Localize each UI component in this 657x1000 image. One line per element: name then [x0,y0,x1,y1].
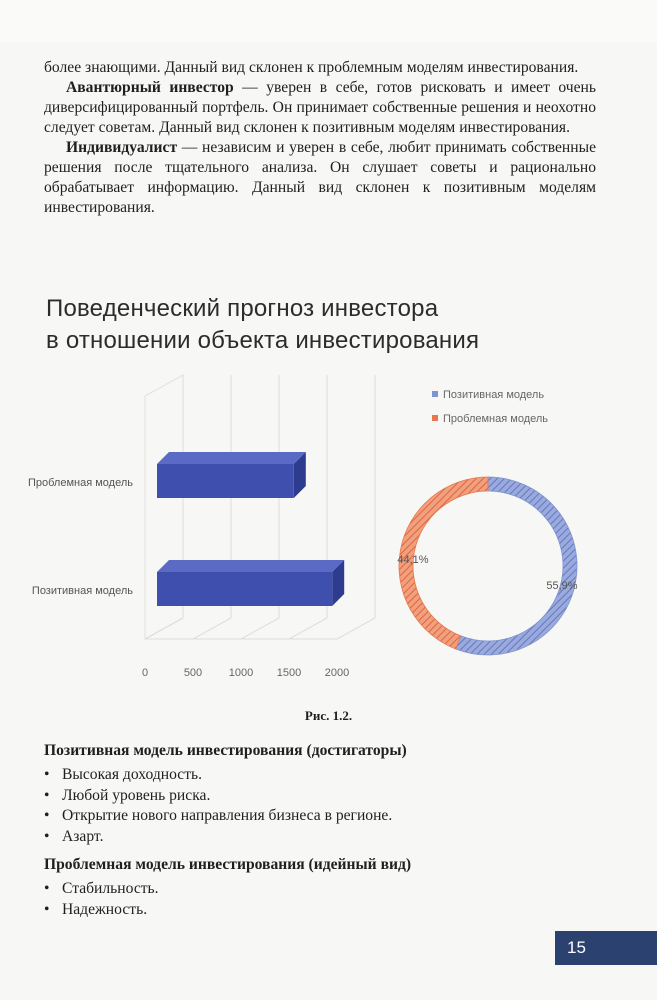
gridline-floor [241,618,279,639]
bar-chart [28,375,375,679]
page-top-margin [0,0,657,42]
paragraph-2-text: — уверен в себе, готов рисковать и имеет очень диверсифицированный портфель. Он принимает собственные решения и неохотно следует советам. Данный вид склонен к позитивным моделям инвестирования. [44,79,596,136]
page-number: 15 [555,931,657,965]
paragraph-1: более знающими. Данный вид склонен к проблемным моделям инвестирования. [44,59,579,76]
list-item [44,806,604,827]
gridline-floor [193,618,231,639]
legend-label: Проблемная модель [443,413,549,425]
positive-model-section [44,741,604,847]
figure-title-line-2: в отношении объекта инвестирования [46,327,480,354]
x-tick-label: 0 [141,667,149,679]
legend-swatch [432,391,438,397]
data-label: 55,9% [546,580,578,592]
list-item [44,786,604,807]
list-item-text: Открытие нового направления бизнеса в регионе. [62,807,393,824]
list-item-text: Высокая доходность. [62,766,203,783]
gridline-floor [289,618,327,639]
figure-caption: Рис. 1.2. [304,708,353,723]
legend-swatch [432,415,438,421]
bullet-icon: • [44,786,50,804]
problem-model-section [44,855,604,920]
list-item [44,765,604,786]
figure-title [46,293,606,357]
x-tick-label: 1000 [228,667,254,679]
donut-slice [456,477,577,655]
figure-chart [0,360,657,695]
bar [157,572,332,606]
x-tick-label: 2000 [324,667,350,679]
bar-top [157,560,344,572]
list-item-text: Надежность. [62,900,148,918]
problem-model-heading: Проблемная модель инвестирования (идейный вид) [44,856,412,873]
term-adventurous-investor: Авантюрный инвестор [66,79,234,96]
category-label: Проблемная модель [27,477,133,489]
bullet-icon: • [44,807,50,824]
bullet-icon: • [44,827,50,845]
category-label: Позитивная модель [31,585,133,597]
list-item [44,900,604,921]
figure-title-line-1: Поведенческий прогноз инвестора [46,295,439,322]
x-tick-label: 500 [183,667,203,679]
positive-model-heading: Позитивная модель инвестирования (достигаторы) [44,742,407,759]
list-item-text: Любой уровень риска. [62,786,211,804]
gridline-floor [145,618,183,639]
bar [157,464,294,498]
list-item [44,827,604,848]
paragraph-2 [44,78,596,138]
legend-label: Позитивная модель [443,389,545,401]
body-text [44,58,596,218]
donut-chart [397,389,577,655]
bullet-icon: • [44,880,50,897]
bullet-icon: • [44,900,50,918]
term-individualist: Индивидуалист [66,139,178,156]
paragraph-3-text: — независим и уверен в себе, любит принимать собственные решения после тщательного анализа. Он слушает советы и рационально обрабатывает информацию. Данный вид склонен к позитивным моделям инвестирования. [44,139,596,216]
list-item-text: Азарт. [62,827,104,845]
paragraph-3 [44,138,596,218]
positive-model-list [44,765,604,847]
gridline-floor [337,618,375,639]
problem-model-list [44,879,604,920]
list-item [44,879,604,900]
data-label: 44,1% [397,554,429,566]
bar-top [157,452,306,464]
x-tick-label: 1500 [276,667,302,679]
bullet-icon: • [44,766,50,783]
list-item-text: Стабильность. [62,880,159,897]
